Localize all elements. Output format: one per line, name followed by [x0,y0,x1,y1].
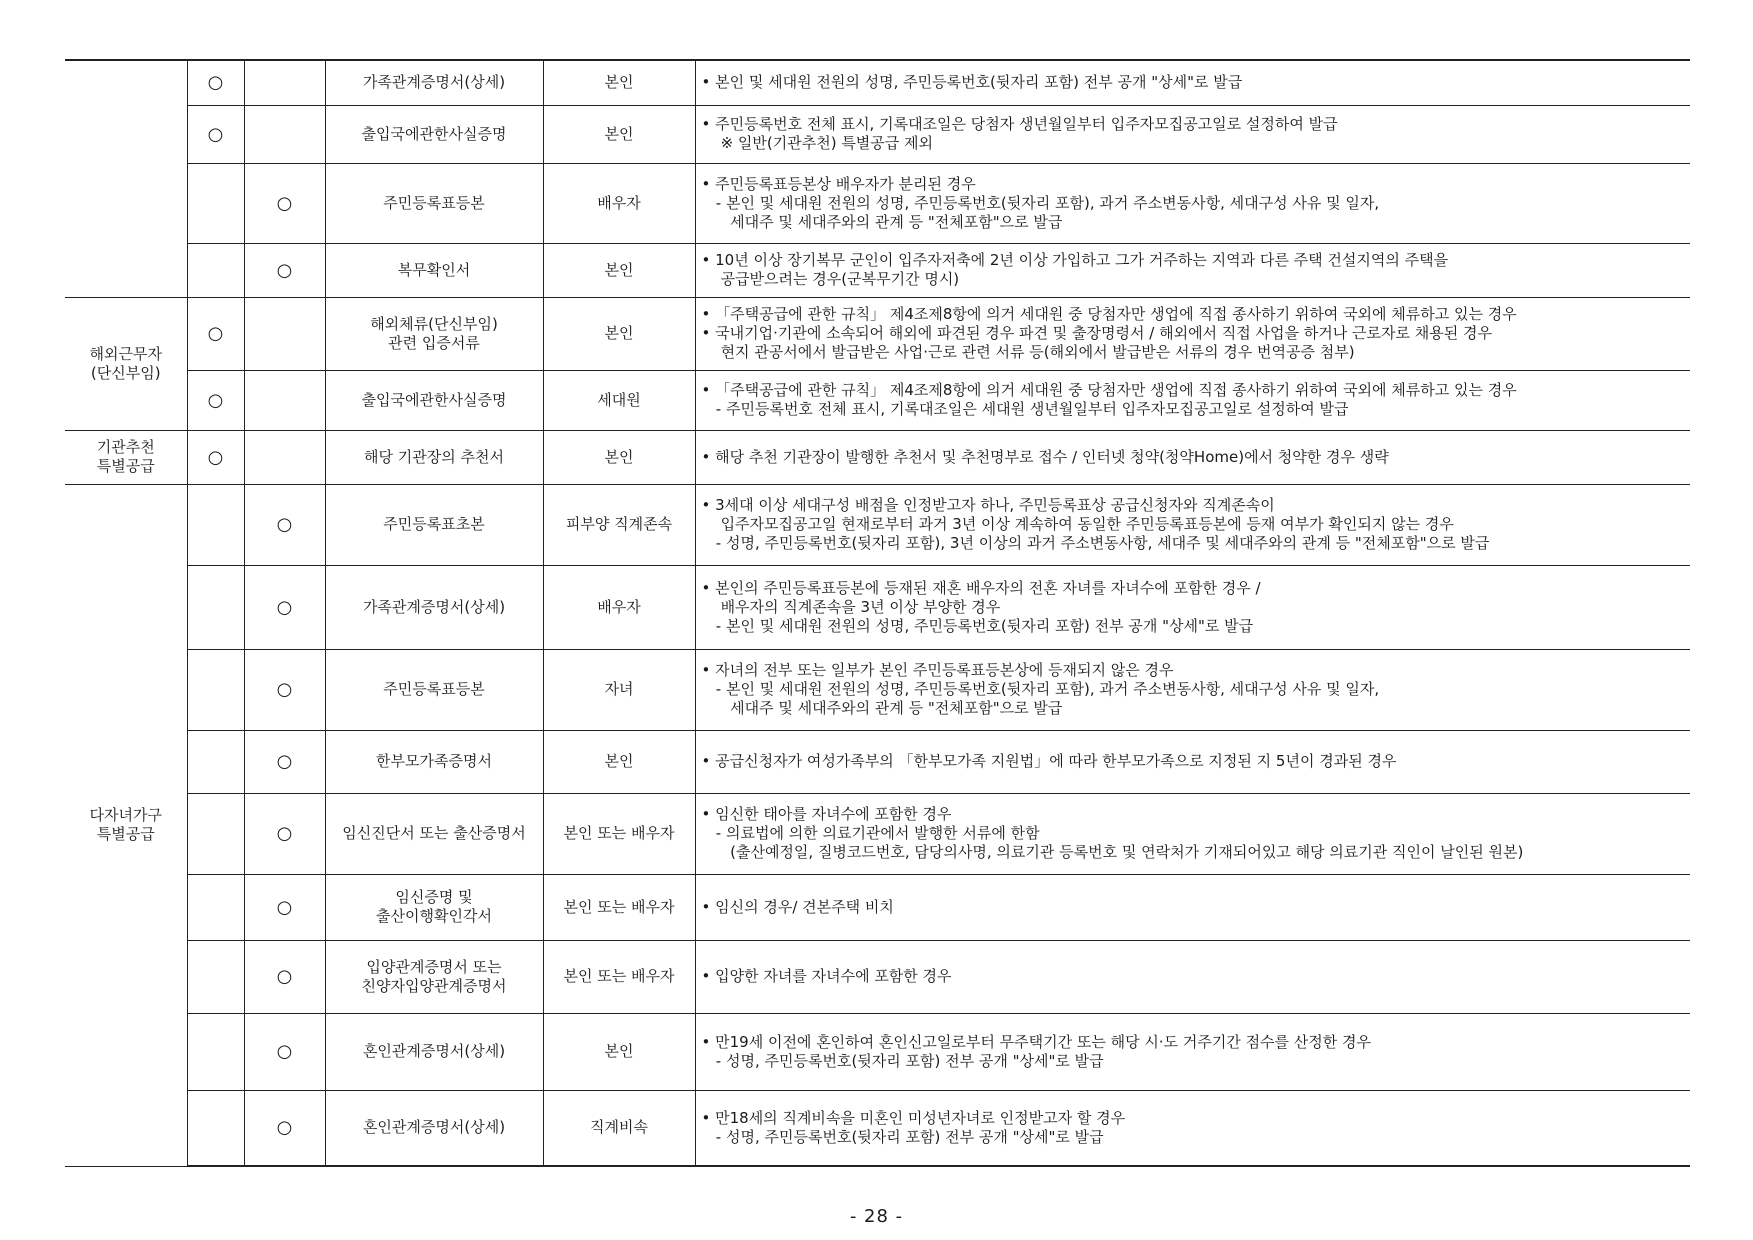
text-line: • 10년 이상 장기복무 군인이 입주자저축에 2년 이상 가입하고 그가 거주하는 지역과 다른 주택 건설지역의 주택을 [701,251,1449,269]
target-cell: 배우자 [543,565,695,649]
description-cell [695,105,1690,163]
text-line: - 주민등록번호 전체 표시, 기록대조일은 세대원 생년월일부터 입주자모집공고일로 설정하여 발급 [701,400,1349,418]
document-name-cell [325,1090,543,1166]
required-mark-cell: ○ [187,370,244,430]
text-line: ※ 일반(기관추천) 특별공급 제외 [701,134,934,152]
text-line: • 「주택공급에 관한 규칙」 제4조제8항에 의거 세대원 중 당첨자만 생업에 직접 종사하기 위하여 국외에 체류하고 있는 경우 [701,305,1517,323]
required-mark-cell [187,565,244,649]
text-line: 혼인관계증명서(상세) [362,1042,506,1060]
text-line: • 본인의 주민등록표등본에 등재된 재혼 배우자의 전혼 자녀를 자녀수에 포함한 경우 / [701,578,1261,597]
text-line: • 자녀의 전부 또는 일부가 본인 주민등록표등본상에 등재되지 않은 경우 [701,661,1174,679]
text-line: 친양자입양관계증명서 [361,976,507,995]
required-mark-cell [187,484,244,565]
text-line: - 의료법에 의한 의료기관에서 발행한 서류에 한함 [701,824,1040,842]
text-line: • 임신의 경우/ 견본주택 비치 [701,897,894,916]
text-line: 배우자의 직계존속을 3년 이상 부양한 경우 [701,597,1001,616]
target-cell: 본인 [543,105,695,163]
text-line: 입주자모집공고일 현재로부터 과거 3년 이상 계속하여 동일한 주민등록표등본에 등재 여부가 확인되지 않는 경우 [701,515,1454,533]
required-mark-cell: ○ [187,60,244,105]
table-body [65,60,1690,1166]
document-name-cell [325,940,543,1013]
text-line: • 3세대 이상 세대구성 배점을 인정받고자 하나, 주민등록표상 공급신청자와 직계존속이 [701,496,1275,514]
required-mark-cell: ○ [187,430,244,484]
target-cell: 피부양 직계존속 [543,484,695,565]
required-mark-cell [187,243,244,297]
document-name-cell [325,243,543,297]
text-line: 임신진단서 또는 출산증명서 [342,824,526,842]
description-cell [695,565,1690,649]
table-row [65,649,1690,730]
document-name-cell [325,730,543,793]
target-cell: 본인 [543,730,695,793]
table-row [65,430,1690,484]
description-cell [695,370,1690,430]
text-line: • 주민등록표등본상 배우자가 분리된 경우 [701,174,976,193]
target-cell: 배우자 [543,163,695,243]
category-cell [65,430,187,484]
text-line: • 만18세의 직계비속을 미혼인 미성년자녀로 인정받고자 할 경우 [701,1108,1126,1127]
conditional-mark-cell: ○ [244,793,325,874]
target-cell: 본인 또는 배우자 [543,874,695,940]
conditional-mark-cell: ○ [244,649,325,730]
document-name-cell [325,1013,543,1090]
required-mark-cell [187,793,244,874]
text-line: 세대주 및 세대주와의 관계 등 "전체포함"으로 발급 [701,212,1063,231]
document-name-cell [325,874,543,940]
table-row [65,565,1690,649]
description-cell [695,1013,1690,1090]
required-mark-cell [187,1090,244,1166]
text-line: 가족관계증명서(상세) [362,73,506,92]
conditional-mark-cell: ○ [244,874,325,940]
target-cell: 본인 [543,297,695,370]
text-line: 출입국에관한사실증명 [361,124,507,143]
description-cell [695,243,1690,297]
table-row [65,105,1690,163]
text-line: • 해당 추천 기관장이 발행한 추천서 및 추천명부로 접수 / 인터넷 청약(청약Home)에서 청약한 경우 생략 [701,447,1389,466]
text-line: 현지 관공서에서 발급받은 사업·근로 관련 서류 등(해외에서 발급받은 서류의 경우 번역공증 첨부) [701,343,1355,361]
text-line: • 입양한 자녀를 자녀수에 포함한 경우 [701,967,952,985]
text-line: 해당 기관장의 추천서 [364,447,504,466]
text-line: 출입국에관한사실증명 [361,390,507,409]
document-name-cell [325,430,543,484]
text-line: 복무확인서 [397,260,471,279]
document-table [65,59,1690,1167]
conditional-mark-cell: ○ [244,484,325,565]
target-cell: 본인 [543,60,695,105]
text-line: - 본인 및 세대원 전원의 성명, 주민등록번호(뒷자리 포함), 과거 주소변동사항, 세대구성 사유 및 일자, [701,193,1380,212]
conditional-mark-cell: ○ [244,730,325,793]
text-line: - 성명, 주민등록번호(뒷자리 포함) 전부 공개 "상세"로 발급 [701,1051,1104,1070]
text-line: • 임신한 태아를 자녀수에 포함한 경우 [701,805,952,823]
text-line: • 국내기업·기관에 소속되어 해외에 파견된 경우 파견 및 출장명령서 / 해외에서 직접 사업을 하거나 근로자로 채용된 경우 [701,324,1492,342]
table-row [65,243,1690,297]
description-cell [695,649,1690,730]
text-line: 관련 입증서류 [388,333,480,352]
conditional-mark-cell [244,297,325,370]
text-line: • 공급신청자가 여성가족부의 「한부모가족 지원법」에 따라 한부모가족으로 지정된 지 5년이 경과된 경우 [701,752,1397,770]
text-line: • 본인 및 세대원 전원의 성명, 주민등록번호(뒷자리 포함) 전부 공개 "상세"로 발급 [701,73,1243,92]
conditional-mark-cell: ○ [244,243,325,297]
conditional-mark-cell: ○ [244,163,325,243]
category-cell [65,297,187,430]
table-row [65,793,1690,874]
document-name-cell [325,105,543,163]
table-row [65,940,1690,1013]
text-line: 출산이행확인각서 [376,907,492,925]
description-cell [695,60,1690,105]
target-cell: 자녀 [543,649,695,730]
required-mark-cell [187,649,244,730]
table-row [65,874,1690,940]
description-cell [695,874,1690,940]
text-line: (출산예정일, 질병코드번호, 담당의사명, 의료기관 등록번호 및 연락처가 기재되어있고 해당 의료기관 직인이 날인된 원본) [701,843,1524,861]
text-line: 주민등록표등본 [383,680,485,698]
text-line: 입양관계증명서 또는 [366,957,502,976]
text-line: - 본인 및 세대원 전원의 성명, 주민등록번호(뒷자리 포함), 과거 주소변동사항, 세대구성 사유 및 일자, [701,680,1380,698]
description-cell [695,430,1690,484]
document-name-cell [325,60,543,105]
document-name-cell [325,793,543,874]
table-row [65,370,1690,430]
text-line: 임신증명 및 [395,888,473,906]
page-number: - 28 - [849,1206,904,1227]
target-cell: 본인 [543,430,695,484]
required-mark-cell: ○ [187,297,244,370]
required-mark-cell [187,730,244,793]
document-name-cell [325,649,543,730]
target-cell: 직계비속 [543,1090,695,1166]
category-cell [65,60,187,297]
category-cell [65,484,187,1166]
text-line: - 본인 및 세대원 전원의 성명, 주민등록번호(뒷자리 포함) 전부 공개 "상세"로 발급 [701,616,1254,635]
text-line: 가족관계증명서(상세) [362,597,506,616]
conditional-mark-cell [244,370,325,430]
text-line: 한부모가족증명서 [376,752,492,770]
table-row [65,60,1690,105]
text-line: 특별공급 [96,457,155,475]
description-cell [695,1090,1690,1166]
text-line: 특별공급 [96,825,155,843]
conditional-mark-cell: ○ [244,565,325,649]
text-line: - 성명, 주민등록번호(뒷자리 포함), 3년 이상의 과거 주소변동사항, 세대주 및 세대주와의 관계 등 "전체포함"으로 발급 [701,534,1490,552]
target-cell: 세대원 [543,370,695,430]
text-line: 혼인관계증명서(상세) [362,1118,506,1137]
text-line: 다자녀가구 [89,806,162,824]
conditional-mark-cell: ○ [244,1090,325,1166]
table-row [65,1013,1690,1090]
text-line: 공급받으려는 경우(군복무기간 명시) [701,270,960,288]
target-cell: 본인 또는 배우자 [543,940,695,1013]
target-cell: 본인 [543,243,695,297]
description-cell [695,484,1690,565]
required-mark-cell [187,163,244,243]
conditional-mark-cell: ○ [244,1013,325,1090]
document-name-cell [325,163,543,243]
text-line: • 「주택공급에 관한 규칙」 제4조제8항에 의거 세대원 중 당첨자만 생업에 직접 종사하기 위하여 국외에 체류하고 있는 경우 [701,381,1517,399]
table-row [65,1090,1690,1166]
description-cell [695,793,1690,874]
required-mark-cell [187,874,244,940]
document-name-cell [325,370,543,430]
text-line: 주민등록표초본 [383,515,485,533]
table-row [65,730,1690,793]
description-cell [695,163,1690,243]
description-cell [695,730,1690,793]
target-cell: 본인 또는 배우자 [543,793,695,874]
text-line: - 성명, 주민등록번호(뒷자리 포함) 전부 공개 "상세"로 발급 [701,1127,1104,1146]
text-line: 해외체류(단신부임) [370,314,498,333]
required-mark-cell [187,1013,244,1090]
target-cell: 본인 [543,1013,695,1090]
table-row [65,484,1690,565]
text-line: (단신부임) [90,363,161,382]
text-line: 기관추천 [96,438,155,456]
conditional-mark-cell [244,430,325,484]
text-line: • 주민등록번호 전체 표시, 기록대조일은 당첨자 생년월일부터 입주자모집공고일로 설정하여 발급 [701,115,1338,133]
conditional-mark-cell [244,60,325,105]
text-line: 해외근무자 [89,344,162,363]
document-name-cell [325,297,543,370]
text-line: • 만19세 이전에 혼인하여 혼인신고일로부터 무주택기간 또는 해당 시·도 거주기간 점수를 산정한 경우 [701,1032,1372,1051]
table-row [65,163,1690,243]
conditional-mark-cell [244,105,325,163]
description-cell [695,940,1690,1013]
conditional-mark-cell: ○ [244,940,325,1013]
text-line: 세대주 및 세대주와의 관계 등 "전체포함"으로 발급 [701,699,1063,717]
document-name-cell [325,484,543,565]
text-line: 주민등록표등본 [383,193,485,212]
required-mark-cell: ○ [187,105,244,163]
required-mark-cell [187,940,244,1013]
table-row [65,297,1690,370]
document-name-cell [325,565,543,649]
description-cell [695,297,1690,370]
